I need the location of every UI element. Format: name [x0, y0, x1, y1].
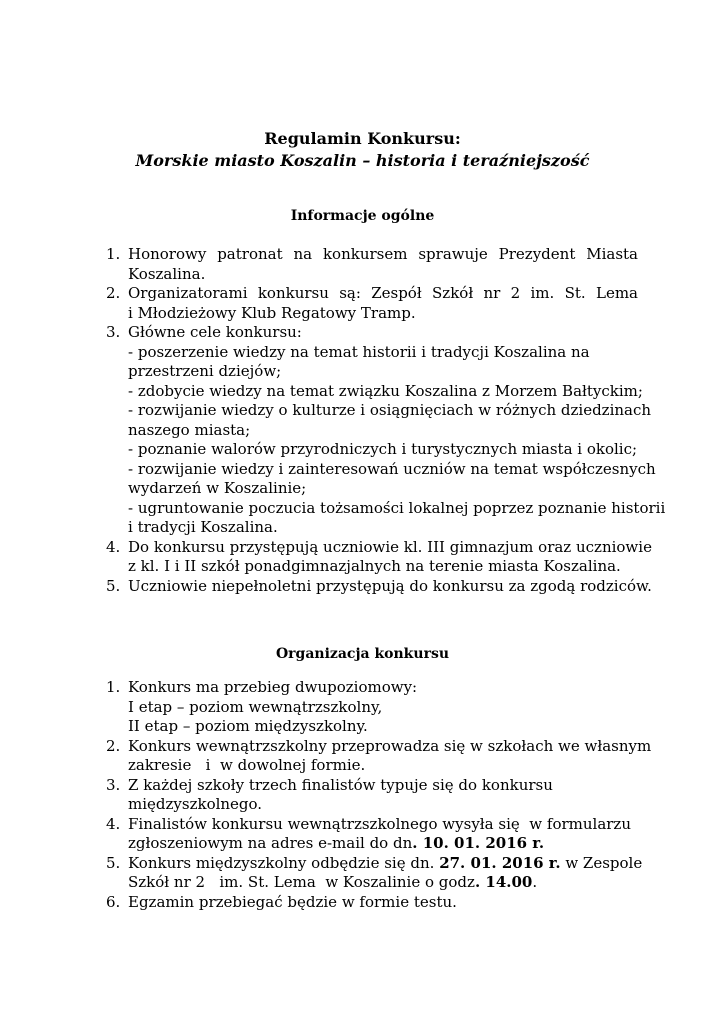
- list-item: [106, 814, 638, 854]
- item-number: 2.: [106, 736, 121, 755]
- registration-deadline: . 10. 01. 2016 r.: [412, 834, 545, 852]
- item-number: 5.: [106, 576, 121, 595]
- section-heading-organization: Organizacja konkursu: [275, 646, 450, 662]
- item-line: Konkurs ma przebieg dwupoziomowy:: [128, 678, 418, 696]
- contest-text: .: [532, 873, 538, 891]
- item-line: Egzamin przebiegać będzie w formie testu.: [128, 892, 457, 911]
- item-number: 2.: [106, 284, 121, 302]
- item-number: 5.: [106, 853, 121, 872]
- contest-date: 27. 01. 2016 r.: [439, 853, 561, 872]
- item-line: I etap – poziom wewnątrzszkolny,: [128, 697, 383, 716]
- item-number: 4.: [106, 814, 121, 833]
- item-line: - zdobycie wiedzy na temat związku Koszalina z Morzem Bałtyckim;: [128, 381, 643, 400]
- item-line: zakresie i w dowolnej formie.: [128, 756, 366, 774]
- item-number: 3.: [106, 323, 121, 341]
- title-block: [0, 128, 725, 172]
- item-line: Finalistów konkursu wewnątrzszkolnego wysyła się w formularzu: [128, 814, 631, 833]
- list-item: [106, 245, 638, 284]
- item-line: - poznanie walorów przyrodniczych i turystycznych miasta i okolic;: [128, 440, 638, 458]
- document-title: Regulamin Konkursu:: [264, 129, 461, 148]
- item-line: [128, 873, 638, 893]
- list-item: [106, 678, 638, 737]
- list-item: [106, 576, 652, 597]
- registration-text: zgłoszeniowym na adres e-mail do dn: [128, 834, 413, 852]
- list-item: [106, 853, 643, 893]
- item-line: - ugruntowanie poczucia tożsamości lokalnej poprzez poznanie historii: [128, 498, 666, 517]
- list-item: [106, 537, 652, 577]
- item-line: Konkurs wewnątrzszkolny przeprowadza się w szkołach we własnym: [128, 736, 652, 755]
- item-line: i Młodzieżowy Klub Regatowy Tramp.: [128, 303, 416, 322]
- contest-text: w Zespole: [560, 853, 643, 872]
- item-line: - rozwijanie wiedzy i zainteresowań uczniów na temat współczesnych: [128, 459, 656, 478]
- list-item: [106, 736, 652, 776]
- item-line: - rozwijanie wiedzy o kulturze i osiągnięciach w różnych dziedzinach: [128, 401, 652, 419]
- general-info-list: [106, 245, 666, 596]
- item-line: Z każdej szkoły trzech finalistów typuje się do konkursu: [128, 775, 553, 794]
- organization-list: [106, 678, 652, 912]
- list-item: [106, 892, 638, 913]
- item-line: Uczniowie niepełnoletni przystępują do konkursu za zgodą rodziców.: [128, 576, 652, 595]
- item-line: i tradycji Koszalina.: [128, 518, 278, 536]
- section-heading-general: Informacje ogólne: [290, 208, 435, 224]
- list-item: [106, 323, 666, 538]
- item-number: 1.: [106, 678, 121, 696]
- item-line: Organizatorami konkursu są: Zespół Szkół nr 2 im. St. Lema: [128, 284, 638, 302]
- item-line: Honorowy patronat na konkursem sprawuje Prezydent Miasta: [128, 245, 638, 263]
- contest-time: . 14.00: [474, 873, 533, 891]
- item-line: z kl. I i II szkół ponadgimnazjalnych na terenie miasta Koszalina.: [128, 557, 621, 575]
- item-number: 6.: [106, 892, 121, 911]
- contest-place: Szkół nr 2 im. St. Lema w Koszalinie o godz: [128, 873, 475, 891]
- item-number: 4.: [106, 537, 121, 556]
- item-number: 1.: [106, 245, 121, 263]
- item-line: Koszalina.: [128, 264, 206, 283]
- contest-text: Konkurs międzyszkolny odbędzie się dn.: [128, 853, 440, 872]
- list-item: [106, 284, 638, 323]
- item-line: - poszerzenie wiedzy na temat historii i tradycji Koszalina na: [128, 342, 590, 361]
- item-line: [128, 853, 643, 874]
- document-subtitle: Morskie miasto Koszalin – historia i teraźniejszość: [135, 151, 590, 170]
- item-line: Do konkursu przystępują uczniowie kl. III gimnazjum oraz uczniowie: [128, 537, 652, 556]
- item-line: Główne cele konkursu:: [128, 323, 302, 341]
- item-line: [128, 834, 638, 854]
- item-line: międzyszkolnego.: [128, 795, 263, 813]
- item-number: 3.: [106, 775, 121, 794]
- item-line: wydarzeń w Koszalinie;: [128, 479, 307, 497]
- list-item: [106, 775, 638, 815]
- item-line: przestrzeni dziejów;: [128, 362, 282, 380]
- item-line: II etap – poziom międzyszkolny.: [128, 717, 368, 735]
- item-line: naszego miasta;: [128, 420, 251, 439]
